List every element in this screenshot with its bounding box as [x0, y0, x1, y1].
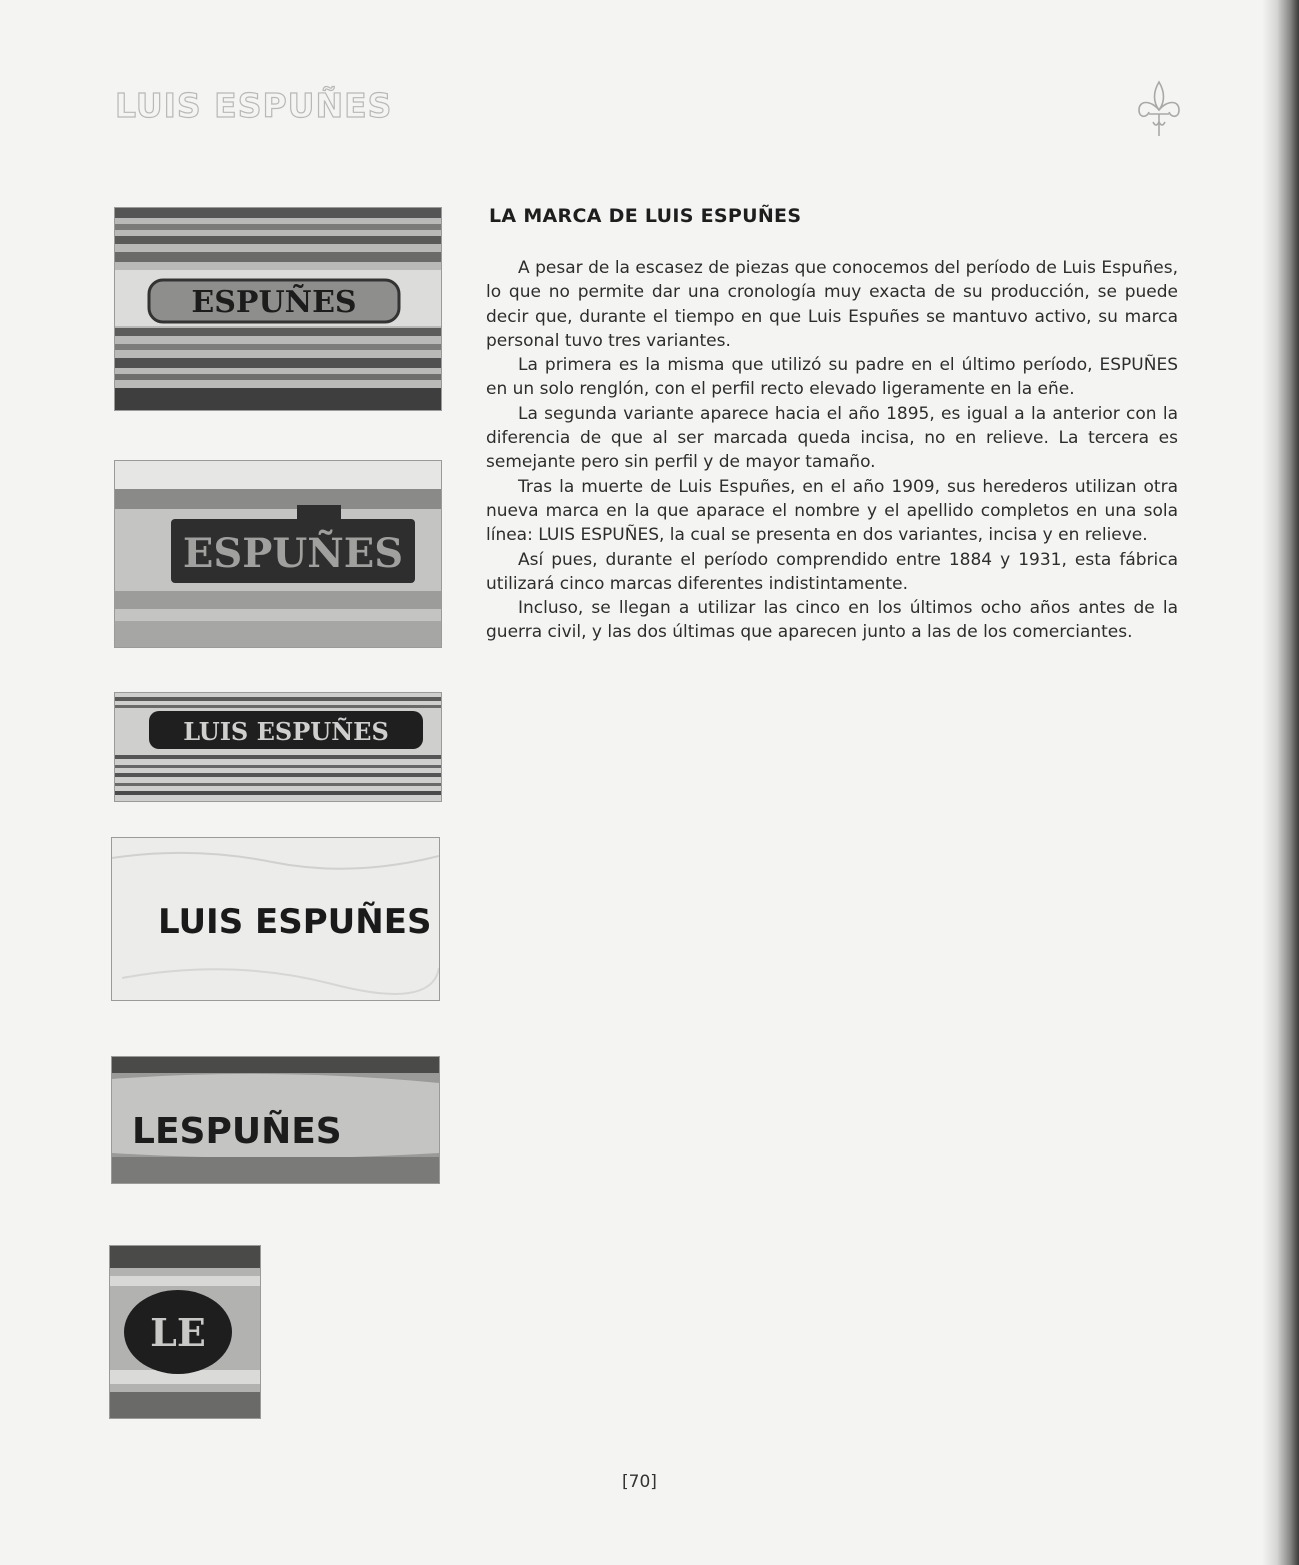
paragraph: Así pues, durante el período comprendido entre 1884 y 1931, esta fábrica utilizará cinco marcas diferentes indistintamente.	[486, 549, 1178, 594]
fleur-de-lis-icon	[1133, 78, 1185, 144]
article-body	[486, 256, 1178, 645]
hallmark-photo-4	[111, 837, 440, 1001]
section-title: LA MARCA DE LUIS ESPUÑES	[489, 205, 802, 227]
hallmark-5-text: LESPUÑES	[132, 1111, 342, 1152]
hallmark-4-text: LUIS ESPUÑES	[158, 902, 432, 942]
paragraph: La primera es la misma que utilizó su padre en el último período, ESPUÑES en un solo renglón, con el perfil recto elevado ligeramente en la eñe.	[486, 355, 1178, 400]
hallmark-photo-6	[109, 1245, 261, 1419]
hallmark-photo-1	[114, 207, 442, 411]
paragraph: A pesar de la escasez de piezas que conocemos del período de Luis Espuñes, lo que no permite dar una cronología muy exacta de su producción, se puede decir que, durante el tiempo en que Luis Espuñes se mantuvo activo, su marca personal tuvo tres variantes.	[486, 258, 1178, 351]
paragraph: La segunda variante aparece hacia el año 1895, es igual a la anterior con la diferencia de que al ser marcada queda incisa, no en relieve. La tercera es semejante pero sin perfil y de mayor tamaño.	[486, 403, 1178, 473]
hallmark-1-text: ESPUÑES	[191, 285, 357, 320]
page-binding-shadow	[1262, 0, 1299, 1565]
paragraph: Incluso, se llegan a utilizar las cinco en los últimos ocho años antes de la guerra civil, y las dos últimas que aparecen junto a las de los comerciantes.	[486, 598, 1178, 643]
hallmark-6-text: LE	[150, 1310, 206, 1355]
hallmark-3-text: LUIS ESPUÑES	[183, 717, 389, 746]
hallmark-photo-5	[111, 1056, 440, 1184]
paragraph: Tras la muerte de Luis Espuñes, en el año 1909, sus herederos utilizan otra nueva marca en la que aparace el nombre y el apellido completos en una sola línea: LUIS ESPUÑES, la cual se presenta en dos variantes, incisa y en relieve.	[486, 476, 1178, 546]
page-number: [70]	[622, 1472, 657, 1492]
running-title: LUIS ESPUÑES	[115, 86, 393, 125]
hallmark-photo-2	[114, 460, 442, 648]
hallmark-2-text: ESPUÑES	[182, 530, 404, 577]
hallmark-photo-3	[114, 692, 442, 802]
